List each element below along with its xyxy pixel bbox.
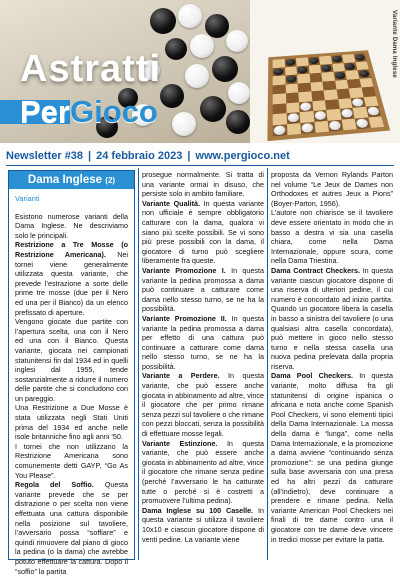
header-banner	[0, 0, 400, 143]
masthead-subtitle-a: Per	[20, 94, 70, 129]
white-go-stone	[185, 64, 209, 88]
paragraph: Variante Promozione I. In questa variante la pedina promossa a dama può continuare a catturare come dama nello stesso turno, se ne ha la possibilità.	[142, 265, 265, 314]
paragraph: Restrizione a Tre Mosse (o Restrizione Americana). Nei tornei viene generalmente utilizzata questa variante, che prevede l’estrazione a sorte delle prime tre mosse (due per il Nero ed una per il Bianco) da un elenco prefissato di aperture.	[15, 240, 128, 317]
board-square	[287, 123, 301, 135]
column-3	[270, 170, 394, 560]
black-checker-piece	[358, 70, 369, 78]
board-square	[273, 124, 287, 136]
white-checker-piece	[300, 102, 311, 111]
black-go-stone	[150, 8, 176, 34]
black-checker-piece	[309, 57, 319, 64]
paragraph: prosegue normalmente. Si tratta di una variante ormai in disuso, che persiste solo in ambito familiare.	[142, 170, 264, 199]
white-go-stone	[190, 34, 214, 58]
column-1	[8, 170, 135, 576]
paragraph: Variante Estinzione. In questa variante, che può essere anche giocata in abbinamento ad altre, vince il giocatore che rimane senza pedine (perché l’avversario le ha catturate tutte o perché si è costretti a promuovere l’ultima pedina).	[142, 438, 265, 506]
heading-inline: Variante Qualità.	[142, 198, 200, 208]
paragraph: Variante a Perdere. In questa variante, che può essere anche giocata in abbinamento ad altre, vince il giocatore che per primo rimane senza pezzi sul tavoliere o che rimane con pezzi bloccati, senza la possibilità di effettuare mosse legali.	[142, 371, 264, 439]
heading-inline: Restrizione a Tre Mosse (o Restrizione Americana).	[15, 240, 128, 259]
black-checker-piece	[321, 64, 332, 71]
paragraph: Vengono giocate due partite con l’apertura scelta, una con il Nero ed una con il Bianco. Questa variante, giocata nei campionati statunitensi fin dal 1934 ed in quelli inglesi dal 1955, tende sostanzialmente a ridurre il numero delle partite che si concludono con un pareggio.	[15, 317, 128, 403]
paragraph: Esistono numerose varianti della Dama Inglese. Ne descriviamo solo le principali.	[15, 211, 128, 240]
white-checker-piece	[314, 111, 326, 120]
paragraph: Variante Qualità. In questa variante non ufficiale è sempre obbligatorio catturare con la dama, qualora vi siano più scelte possibili. Se vi sono più prese possibili con la dama, il giocatore di turno può scegliere liberamente fra queste.	[142, 198, 265, 266]
masthead-title: Astratti	[20, 48, 162, 90]
paragraph: Variante Promozione II. In questa variante la pedina promossa a dama per effetto di una cattura può continuare a catturare come dama nello stesso turno, se ne ha la possibilità.	[142, 313, 264, 371]
black-go-stone	[200, 96, 226, 122]
masthead-subtitle	[20, 94, 158, 130]
column-divider	[267, 168, 268, 560]
separator: |	[88, 150, 92, 162]
paragraph: Dama Contract Checkers. In questa variante ciascun giocatore dispone di una riserva di ulteriori pedine, il cui numero è concordato ad inizio partita. Quando un giocatore libera la casella in basso a sinistra del tavoliere (o una qualsiasi altra casella concordata), può mettere in gioco nello stesso turno e nella stessa casella una nuova pedina prelevata dalla propria riserva.	[271, 265, 393, 371]
heading-inline: Variante Promozione II.	[142, 313, 227, 323]
black-go-stone	[212, 56, 238, 82]
masthead-subtitle-b: Gioco	[69, 94, 158, 129]
black-go-stone	[165, 38, 187, 60]
issue-date: 24 febbraio 2023	[96, 150, 183, 162]
site-link[interactable]: www.pergioco.net	[195, 150, 290, 162]
white-go-stone	[172, 112, 196, 136]
black-checker-piece	[274, 68, 284, 76]
white-checker-piece	[329, 120, 342, 130]
heading-inline: Dama Inglese su 100 Caselle.	[142, 505, 254, 515]
black-checker-piece	[285, 59, 295, 66]
paragraph: proposta da Vernon Rylands Parton nel volume “Le Jeux de Dames non Orthodoxes et autres Jeux a Pions” (Boyer-Parton, 1956).	[271, 170, 393, 208]
paragraph: Una Restrizione a Due Mosse è stata utilizzata negli Stati Uniti prima del 1934 ed anche nelle isole britanniche fino agli anni ’50.	[15, 403, 128, 442]
white-go-stone	[226, 30, 248, 52]
board-square	[300, 122, 315, 134]
white-checker-piece	[356, 118, 369, 128]
checkerboard-photo	[267, 50, 390, 141]
black-checker-piece	[298, 66, 308, 73]
header-rule	[6, 165, 394, 166]
column-2	[141, 170, 265, 560]
paragraph: Dama Inglese su 100 Caselle. In questa variante si utilizza il tavoliere 10x10 e ciascun giocatore dispone di venti pedine. La variante viene	[142, 505, 264, 544]
issue-number: Newsletter #38	[6, 150, 84, 162]
section-label: Varianti	[15, 194, 40, 203]
heading-inline: Variante Promozione I.	[142, 265, 226, 275]
white-checker-piece	[302, 123, 314, 133]
paragraph: Dama Pool Checkers. In questa variante, molto diffusa fra gli statunitensi di origine ispanica o africana e nota anche come Spanish Pool Checkers, vi sono elementi tipici della Dama Internazionale. La mossa della dama è “lunga”, come nella Dama Internazionale, e la promozione a dama avviene “continuando senza promozione”: se una pedina giunge sulla base avversaria con una presa ed ha altri pezzi da catturare (all’indietro), deve continuare a prendere e rimane pedina. Nella variante American Pool Checkers nei finali di tre dame contro una il giocatore con tre dame deve vincere in tredici mosse per evitare la patta.	[271, 371, 394, 544]
article-part: (2)	[105, 176, 116, 185]
paragraph: I tornei che non utilizzano la Restrizione Americana sono comunemente detti GAYP, “Go As You Please”.	[15, 441, 128, 480]
separator: |	[187, 150, 191, 162]
black-checker-piece	[345, 63, 356, 70]
black-go-stone	[226, 110, 250, 134]
white-checker-piece	[274, 125, 286, 135]
white-go-stone	[228, 82, 250, 104]
black-checker-piece	[286, 75, 296, 83]
heading-inline: Variante a Perdere.	[142, 371, 220, 381]
article-title-text: Dama Inglese	[27, 174, 103, 186]
article-title	[9, 171, 134, 189]
photo-caption: Variante Dama Inglese	[391, 10, 397, 78]
white-checker-piece	[287, 113, 298, 123]
heading-inline: Regola del Soffio.	[15, 480, 94, 490]
heading-inline: Variante Estinzione.	[142, 438, 218, 448]
heading-inline: Dama Pool Checkers.	[271, 371, 353, 381]
issue-strip	[6, 148, 394, 164]
black-checker-piece	[334, 72, 345, 80]
heading-inline: Dama Contract Checkers.	[271, 265, 360, 275]
white-checker-piece	[367, 107, 380, 116]
black-go-stone	[160, 84, 184, 108]
board-square	[368, 116, 384, 128]
paragraph: L’autore non chiarisce se il tavoliere deve essere orientato in modo che in basso a destra vi sia una casella chiara, come nella Dama Internazionale, oppure scura, come nella Dama Triestina.	[271, 208, 393, 266]
column-divider	[138, 168, 139, 560]
board-square	[314, 120, 329, 132]
black-checker-piece	[332, 56, 343, 63]
black-checker-piece	[354, 54, 365, 61]
white-checker-piece	[352, 98, 364, 107]
black-go-stone	[205, 14, 229, 38]
white-checker-piece	[341, 109, 353, 118]
white-go-stone	[178, 4, 202, 28]
paragraph: Regola del Soffio. Questa variante prevede che se per distrazione o per scelta non viene effettuata una cattura disponibile nella posizione sul tavoliere, l’avversario possa “soffiare” e quindi rimuovere dal piano di gioco la pedina (o la dama) che avrebbe potuto effettuare la cattura. Dopo il “soffio” la partita	[15, 480, 129, 576]
